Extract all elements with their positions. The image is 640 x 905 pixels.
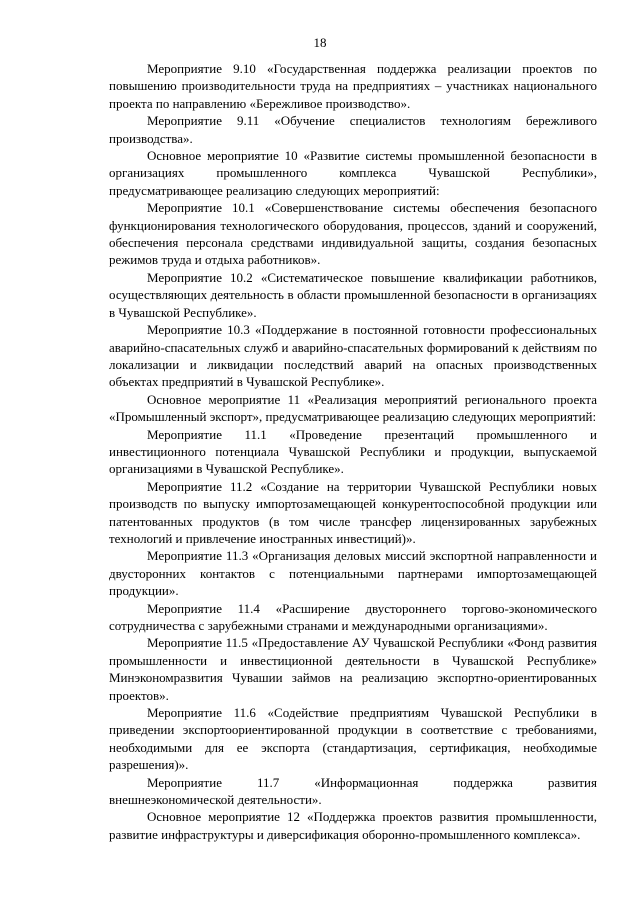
paragraph-measure-9-10: Мероприятие 9.10 «Государственная поддержка реализации проектов по повышению производительности труда на предприятиях – участниках национального проекта по направлению «Бережливое производство». — [109, 61, 597, 111]
paragraph-measure-11-3: Мероприятие 11.3 «Организация деловых миссий экспортной направленности и двусторонних контактов с потенциальными партнерами импортозамещающей продукции». — [109, 548, 597, 599]
paragraph-measure-11-2: Мероприятие 11.2 «Создание на территории Чувашской Республики новых производств по выпуску импортозамещающей конкурентоспособной продукции или патентованных продуктов (в том числе трансфер лицензированных зарубежных технологий и привлечение иностранных инвестиций)». — [109, 478, 597, 546]
paragraph-measure-9-11: Мероприятие 9.11 «Обучение специалистов технологиям бережливого производства». — [109, 113, 597, 146]
paragraph-measure-10-2: Мероприятие 10.2 «Систематическое повышение квалификации работников, осуществляющих деятельность в области промышленной безопасности в организациях в Чувашской Республике». — [109, 269, 597, 320]
paragraph-main-measure-12: Основное мероприятие 12 «Поддержка проектов развития промышленности, развитие инфраструктуры и диверсификация оборонно-промышленного комплекса». — [109, 809, 597, 842]
paragraph-measure-11-6: Мероприятие 11.6 «Содействие предприятиям Чувашской Республики в приведении экспортоориентированной продукции в соответствие с требованиями, необходимыми для ее экспорта (стандартизация, сертификация, необходимые разрешения)». — [109, 705, 597, 773]
paragraph-measure-11-7: Мероприятие 11.7 «Информационная поддержка развития внешнеэкономической деятельности». — [109, 774, 597, 808]
paragraph-measure-11-4: Мероприятие 11.4 «Расширение двустороннего торгово-экономического сотрудничества с зарубежными странами и международными организациями». — [109, 600, 597, 633]
paragraph-main-measure-10: Основное мероприятие 10 «Развитие системы промышленной безопасности в организациях промышленного комплекса Чувашской Республики», предусматривающее реализацию следующих мероприятий: — [109, 148, 597, 198]
paragraph-measure-10-1: Мероприятие 10.1 «Совершенствование системы обеспечения безопасного функционирования технологического оборудования, процессов, зданий и сооружений, обеспечения персонала средствами индивидуальной защиты, создания безопасных режимов труда и отдыха работников». — [109, 200, 597, 268]
body-text — [109, 60, 597, 843]
paragraph-measure-11-1: Мероприятие 11.1 «Проведение презентаций промышленного и инвестиционного потенциала Чувашской Республики и продукции, выпускаемой организациями в Чувашской Республике». — [109, 426, 597, 477]
paragraph-main-measure-11: Основное мероприятие 11 «Реализация мероприятий регионального проекта «Промышленный экспорт», предусматривающее реализацию следующих мероприятий: — [109, 391, 597, 425]
page-number: 18 — [313, 35, 327, 50]
paragraph-measure-11-5: Мероприятие 11.5 «Предоставление АУ Чувашской Республики «Фонд развития промышленности и инвестиционной деятельности в Чувашской Республике» Минэкономразвития Чувашии займов на реализацию экспортно-ориентированных проектов». — [109, 635, 597, 703]
paragraph-measure-10-3: Мероприятие 10.3 «Поддержание в постоянной готовности профессиональных аварийно-спасательных служб и аварийно-спасательных формирований к действиям по локализации и ликвидации последствий аварий на опасных производственных объектах предприятий в Чувашской Республике». — [109, 322, 597, 390]
